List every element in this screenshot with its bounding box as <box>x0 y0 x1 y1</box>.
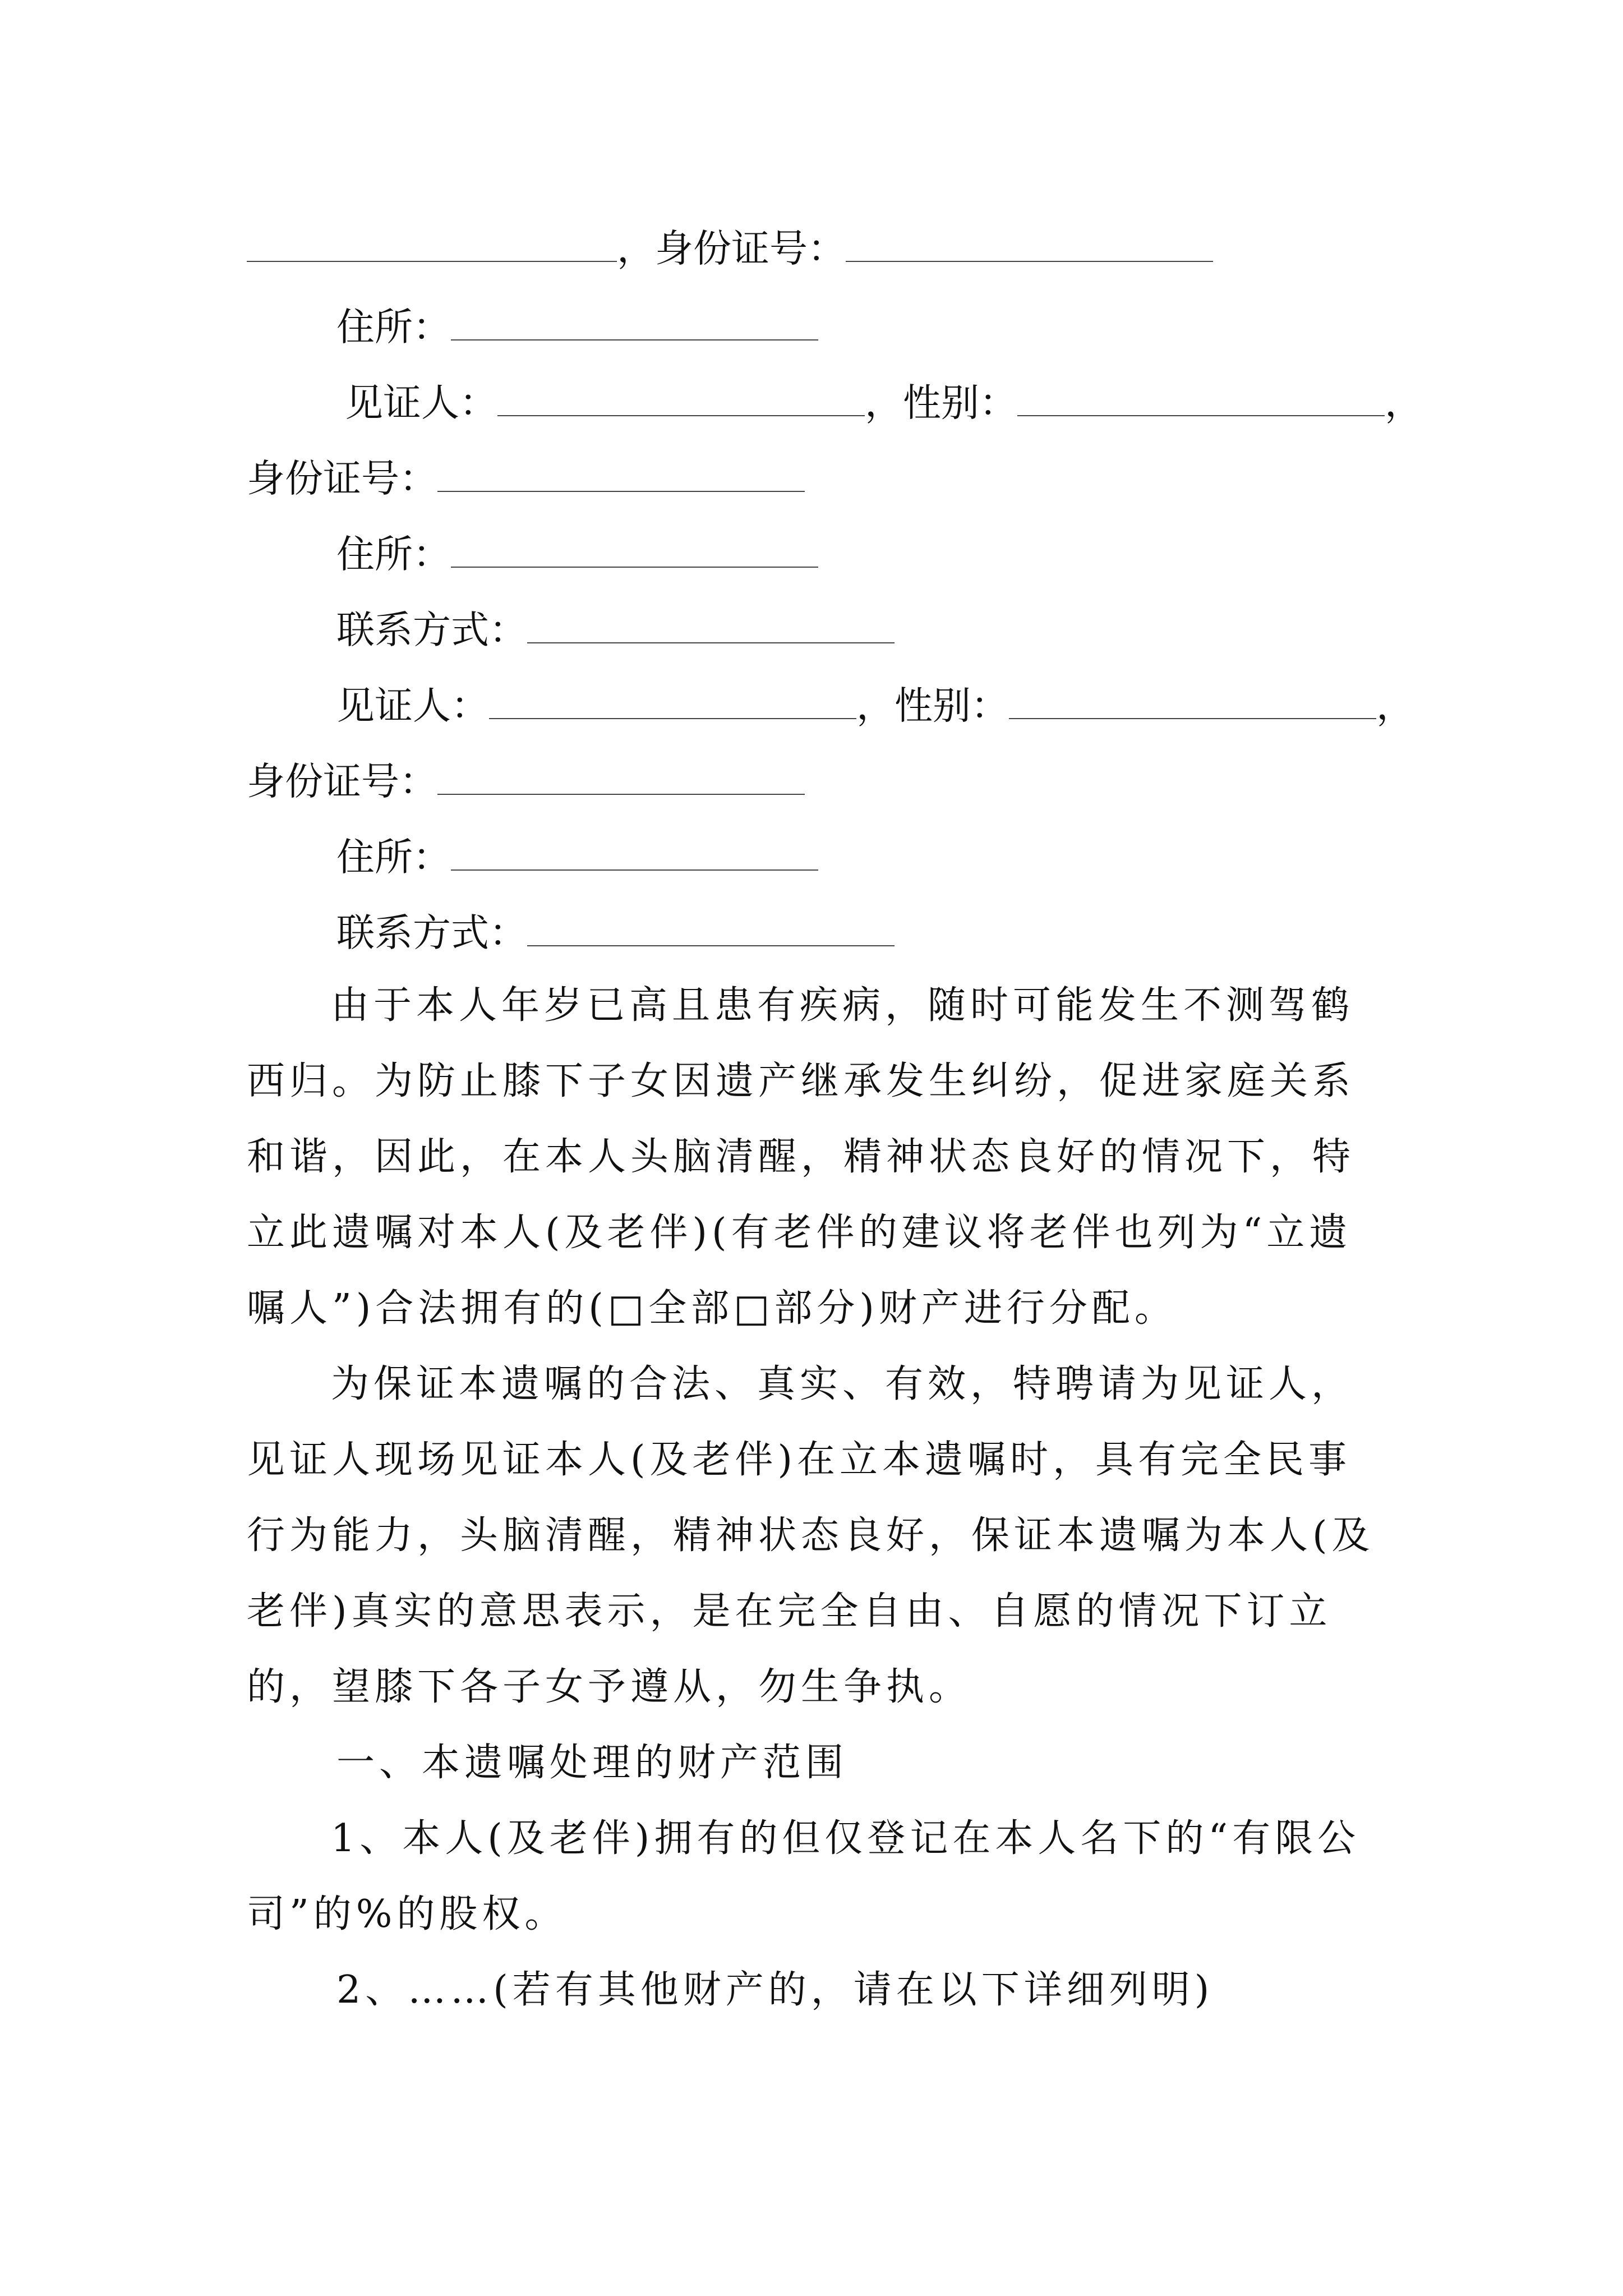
witness1-residence-blank[interactable] <box>451 530 818 568</box>
witness2-line <box>336 682 1415 729</box>
witness1-gender-blank[interactable] <box>1017 379 1385 416</box>
witness1-line <box>345 379 1423 426</box>
witness2-residence-blank[interactable] <box>451 833 818 871</box>
name-blank[interactable] <box>247 224 617 262</box>
witness1-residence-line <box>336 530 818 577</box>
witness2-contact-line <box>336 909 895 956</box>
witness1-gender-label: ，性别： <box>865 381 1018 426</box>
witness1-residence-label: 住所： <box>336 532 451 577</box>
witness1-contact-blank[interactable] <box>527 606 895 643</box>
list-item-2: 2、……(若有其他财产的，请在以下详细列明) <box>336 1968 1214 2012</box>
id-number-blank[interactable] <box>846 224 1213 262</box>
witness2-residence-label: 住所： <box>336 835 451 880</box>
witness2-trailing-comma: ， <box>1376 684 1415 729</box>
witness2-gender-label: ，性别： <box>856 684 1009 729</box>
witness1-id-blank[interactable] <box>437 454 805 492</box>
residence-label: 住所： <box>336 305 451 350</box>
witness1-contact-line <box>336 606 895 653</box>
witness1-label: 见证人： <box>345 381 498 426</box>
witness2-id-blank[interactable] <box>437 757 805 795</box>
id-number-label: ，身份证号： <box>617 227 846 272</box>
witness2-name-blank[interactable] <box>489 682 856 719</box>
section-heading-property-scope: 一、本遗嘱处理的财产范围 <box>336 1741 849 1785</box>
witness2-contact-blank[interactable] <box>527 909 895 946</box>
witness1-id-label: 身份证号： <box>247 457 438 501</box>
witness2-residence-line <box>336 833 818 880</box>
witness1-id-line <box>247 454 805 499</box>
witness2-id-line <box>247 757 805 802</box>
witness2-contact-label: 联系方式： <box>336 911 528 956</box>
witness2-label: 见证人： <box>336 684 490 729</box>
paragraph-purpose: 由于本人年岁已高且患有疾病，随时可能发生不测驾鹤西归。为防止膝下子女因遗产继承发生纠纷，促进家庭关系和谐，因此，在本人头脑清醒，精神状态良好的情况下，特立此遗嘱对本人(及老伴)(有老伴的建议将老伴也列为“立遗嘱人”)合法拥有的(□全部□部分)财产进行分配。 <box>247 983 1355 1331</box>
residence-blank[interactable] <box>451 303 818 341</box>
witness1-contact-label: 联系方式： <box>336 608 528 653</box>
witness2-id-label: 身份证号： <box>247 760 438 804</box>
list-item-1: 1、本人(及老伴)拥有的但仅登记在本人名下的“有限公司”的%的股权。 <box>247 1816 1361 1936</box>
testator-residence-line <box>336 303 818 350</box>
paragraph-witness-statement: 为保证本遗嘱的合法、真实、有效，特聘请为见证人，见证人现场见证本人(及老伴)在立本遗嘱时，具有完全民事行为能力，头脑清醒，精神状态良好，保证本遗嘱为本人(及老伴)真实的意思表示，是在完全自由、自愿的情况下订立的，望膝下各子女予遵从，勿生争执。 <box>247 1362 1375 1709</box>
witness2-gender-blank[interactable] <box>1009 682 1376 719</box>
witness1-name-blank[interactable] <box>497 379 865 416</box>
witness1-trailing-comma: ， <box>1385 381 1423 426</box>
testator-id-line <box>247 224 1213 272</box>
